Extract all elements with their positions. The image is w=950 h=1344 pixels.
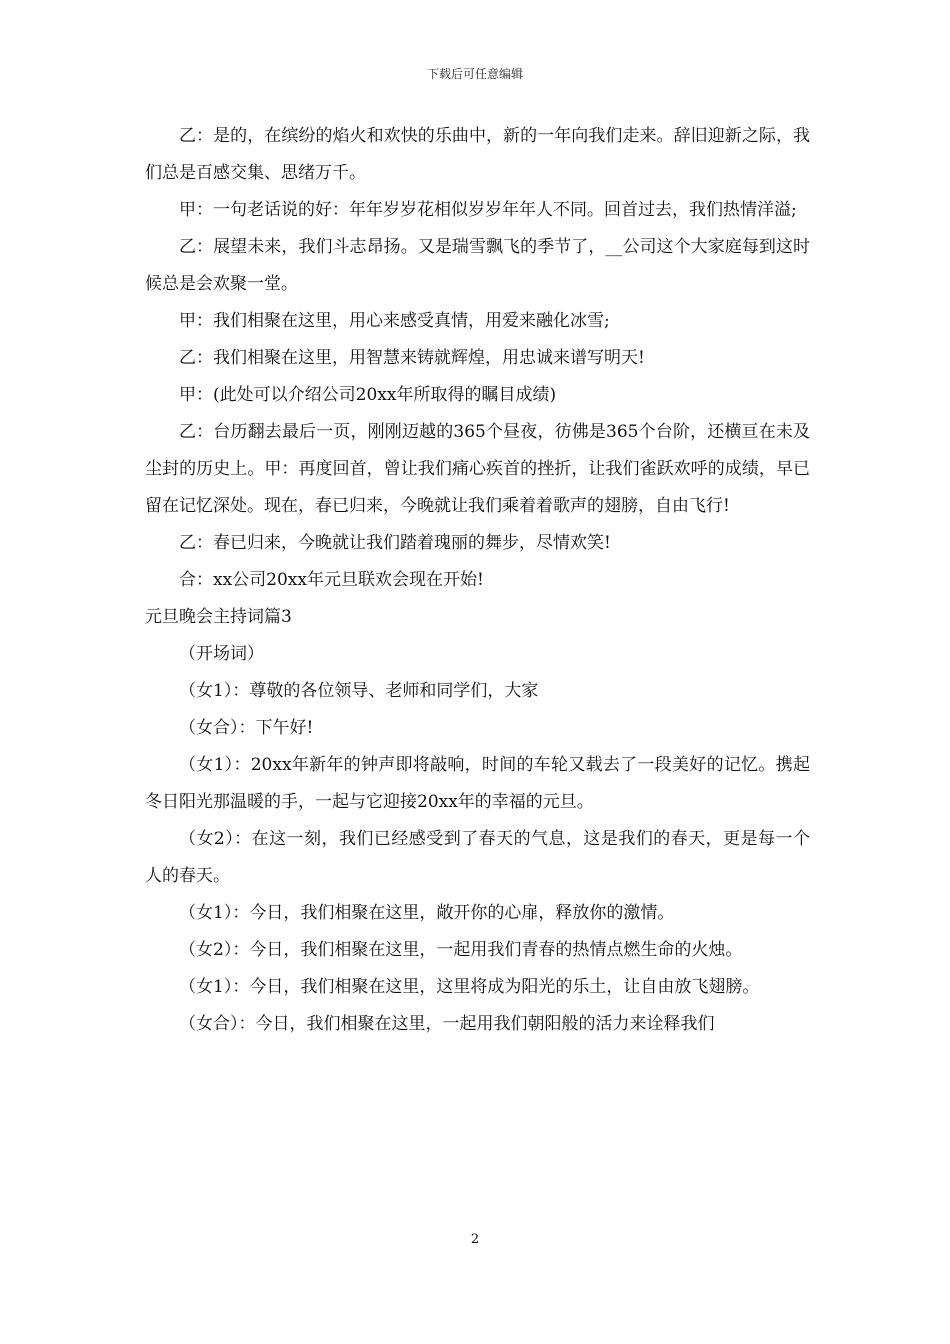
paragraph: 甲：一句老话说的好：年年岁岁花相似岁岁年年人不同。回首过去，我们热情洋溢; [179,200,797,220]
paragraph: （女1）：20xx年新年的钟声即将敲响，时间的车轮又载去了一段美好的记忆。携起冬日阳光那温暖的手，一起与它迎接20xx年的幸福的元旦。 [145,755,810,812]
document-body [145,118,810,1043]
paragraph: （女1）：今日，我们相聚在这里，这里将成为阳光的乐土，让自由放飞翅膀。 [179,977,760,997]
paragraph: （女1）：尊敬的各位领导、老师和同学们，大家 [179,681,539,701]
paragraph: （女1）：今日，我们相聚在这里，敞开你的心扉，释放你的激情。 [179,903,675,923]
paragraph: 乙：是的，在缤纷的焰火和欢快的乐曲中，新的一年向我们走来。辞旧迎新之际，我们总是百感交集、思绪万千。 [145,126,810,183]
paragraph: （女2）：在这一刻，我们已经感受到了春天的气息，这是我们的春天，更是每一个人的春天。 [145,829,810,886]
paragraph: 甲：(此处可以介绍公司20xx年所取得的瞩目成绩) [179,385,557,405]
page-number: 2 [470,1232,480,1247]
paragraph: （开场词） [179,644,264,664]
paragraph: 乙：展望未来，我们斗志昂扬。又是瑞雪飘飞的季节了，__公司这个大家庭每到这时候总是会欢聚一堂。 [145,237,810,294]
paragraph: （女合）：下午好! [179,718,314,738]
paragraph: （女合）：今日，我们相聚在这里，一起用我们朝阳般的活力来诠释我们 [179,1014,715,1034]
section-heading: 元旦晚会主持词篇3 [145,607,292,627]
paragraph: 甲：我们相聚在这里，用心来感受真情，用爱来融化冰雪; [179,311,610,331]
paragraph: （女2）：今日，我们相聚在这里，一起用我们青春的热情点燃生命的火烛。 [179,940,743,960]
paragraph: 乙：春已归来，今晚就让我们踏着瑰丽的舞步，尽情欢笑! [179,533,611,553]
page-header: 下载后可任意编辑 [426,67,523,81]
paragraph: 乙：台历翻去最后一页，刚刚迈越的365个昼夜，彷佛是365个台阶，还横亘在未及尘封的历史上。甲：再度回首，曾让我们痛心疾首的挫折，让我们雀跃欢呼的成绩，早已留在记忆深处。现在，春已归来，今晚就让我们乘着着歌声的翅膀，自由飞行! [145,422,810,516]
paragraph: 乙：我们相聚在这里，用智慧来铸就辉煌，用忠诚来谱写明天! [179,348,645,368]
paragraph: 合：xx公司20xx年元旦联欢会现在开始! [179,570,484,590]
